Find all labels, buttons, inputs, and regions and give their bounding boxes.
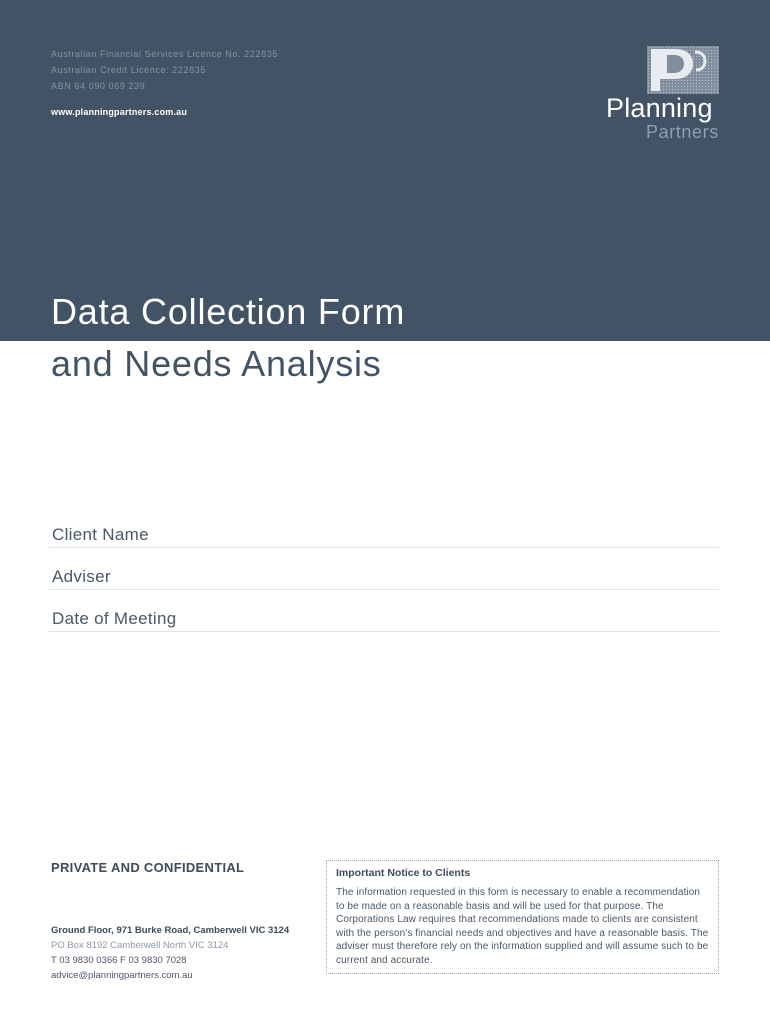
date-of-meeting-label: Date of Meeting (52, 609, 177, 628)
client-name-field[interactable] (49, 506, 719, 548)
email-link[interactable]: advice@planningpartners.com.au (51, 970, 193, 981)
abn: ABN 64 090 069 239 (51, 81, 146, 91)
logo-text-planning: Planning (606, 93, 713, 123)
website-link[interactable]: www.planningpartners.com.au (51, 107, 188, 117)
notice-body: The information requested in this form is necessary to enable a recommendation to be made on a reasonable basis and will be used for that purpose. The Corporations Law requires that recommendations made to clients are consistent with the person's financial needs and objectives and have a reasonable basis. The adviser must therefore rely on the information supplied and will assume such to be current and accurate. (336, 887, 709, 966)
licence-info (51, 46, 278, 94)
street-address: Ground Floor, 971 Burke Road, Camberwell VIC 3124 (51, 925, 290, 936)
adviser-label: Adviser (52, 567, 111, 586)
licence-credit: Australian Credit Licence: 222835 (51, 65, 206, 75)
contact-address (51, 923, 289, 983)
postal-address: PO Box 8192 Camberwell North VIC 3124 (51, 940, 229, 951)
licence-afsl: Australian Financial Services Licence No. 222835 (51, 49, 278, 59)
logo-mark-icon (647, 46, 719, 94)
document-title (51, 288, 405, 388)
notice-title: Important Notice to Clients (336, 867, 471, 879)
client-details-form (49, 506, 719, 632)
confidential-heading: PRIVATE AND CONFIDENTIAL (51, 860, 245, 875)
phone-fax: T 03 9830 0366 F 03 9830 7028 (51, 955, 187, 966)
client-name-label: Client Name (52, 525, 149, 544)
important-notice-box (326, 860, 719, 974)
title-line-2: and Needs Analysis (51, 343, 382, 384)
logo-text-partners: Partners (646, 122, 719, 142)
adviser-field[interactable] (49, 548, 719, 590)
title-line-1: Data Collection Form (51, 291, 406, 332)
planning-partners-logo (606, 46, 731, 146)
date-of-meeting-field[interactable] (49, 590, 719, 632)
